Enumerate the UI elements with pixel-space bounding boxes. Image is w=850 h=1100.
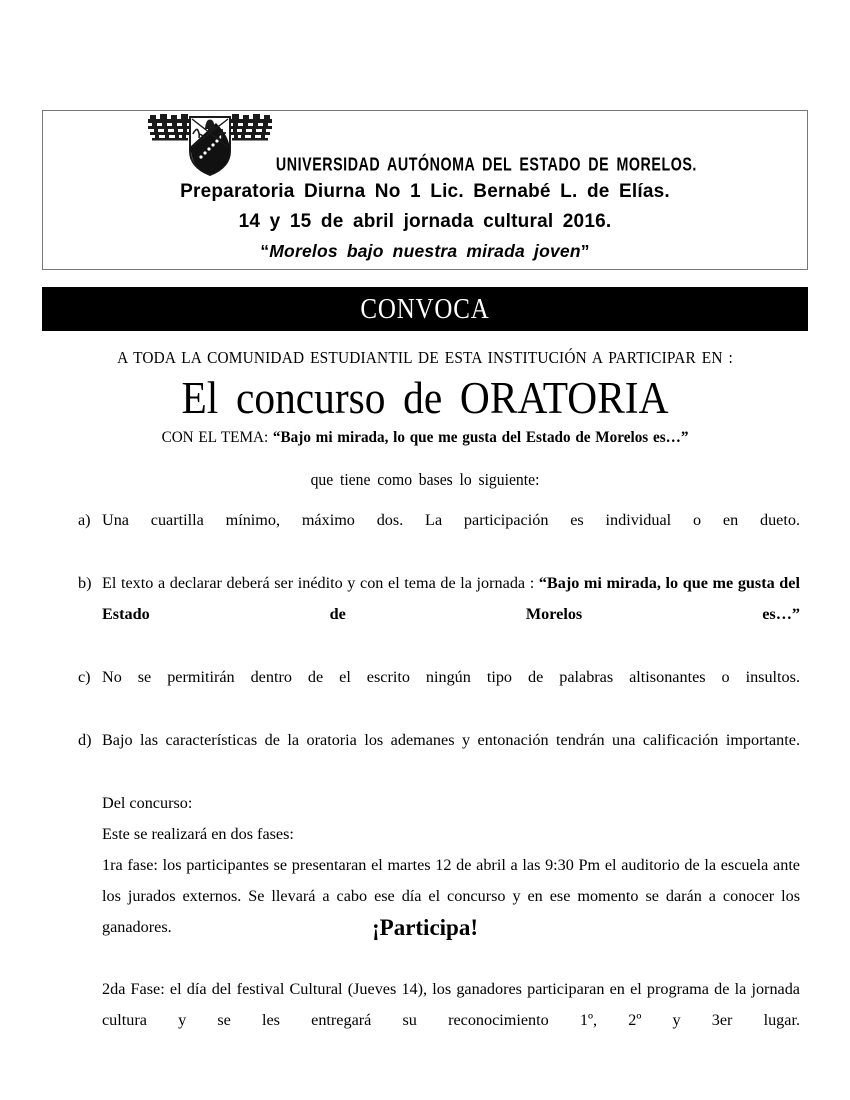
rule-item-a — [78, 505, 800, 567]
rule-marker-c: c) — [78, 668, 91, 686]
slogan-close-quote: ” — [580, 241, 590, 261]
rule-text-c: No se permitirán dentro de el escrito ningún tipo de palabras altisonantes o insultos. — [102, 668, 800, 686]
call-to-action: ¡Participa! — [371, 915, 478, 940]
contest-theme-line — [21, 429, 829, 447]
rule-text-b-lead: El texto a declarar deberá ser inédito y con el tema de la jornada : — [102, 574, 539, 592]
event-slogan — [43, 241, 807, 262]
phase-2-paragraph — [78, 974, 800, 1067]
event-dates: 14 y 15 de abril jornada cultural 2016. — [238, 211, 612, 232]
convoca-banner — [42, 287, 808, 331]
rule-item-d — [78, 725, 800, 787]
phases-intro — [78, 819, 800, 850]
phase-2-text: 2da Fase: el día del festival Cultural (Jueves 14), los ganadores participaran en el programa de la jornada cultura y se les entregará su reconocimiento 1º, 2º y 3er lugar. — [102, 980, 800, 1029]
slogan-open-quote: “ — [260, 241, 270, 261]
rule-text-d: Bajo las características de la oratoria los ademanes y entonación tendrán una calificación importante. — [102, 731, 800, 749]
rule-text-a: Una cuartilla mínimo, máximo dos. La participación es individual o en dueto. — [102, 511, 800, 529]
theme-lead-label: CON EL TEMA: — [161, 429, 273, 446]
contest-heading-text: Del concurso: — [102, 794, 193, 812]
phases-intro-text: Este se realizará en dos fases: — [102, 825, 294, 843]
rule-item-c — [78, 662, 800, 724]
institution-name: UNIVERSIDAD AUTÓNOMA DEL ESTADO DE MORELOS. — [275, 155, 697, 176]
rules-body — [78, 505, 800, 1067]
rule-marker-a: a) — [78, 511, 91, 529]
convoca-label: CONVOCA — [360, 293, 490, 325]
rule-marker-b: b) — [78, 574, 92, 592]
school-name: Preparatoria Diurna No 1 Lic. Bernabé L. de Elías. — [180, 181, 670, 202]
bases-intro-line: que tiene como bases lo siguiente: — [310, 470, 540, 489]
phase-1-text: 1ra fase: los participantes se presentaran el martes 12 de abril a las 9:30 Pm el auditorio de la escuela ante los jurados externos. Se llevará a cabo ese día el concurso y en ese momento se darán a conocer los ganadores. — [102, 856, 800, 936]
rule-text-b-theme: “Bajo mi mirada, lo que me gusta del Estado de Morelos es…” — [102, 574, 800, 623]
contest-title: El concurso de ORATORIA — [181, 373, 669, 423]
audience-line: A TODA LA COMUNIDAD ESTUDIANTIL DE ESTA INSTITUCIÓN A PARTICIPAR EN : — [117, 348, 733, 367]
header-box — [42, 110, 808, 270]
theme-quote-text: “Bajo mi mirada, lo que me gusta del Estado de Morelos es…” — [272, 429, 689, 446]
contest-heading — [78, 788, 800, 819]
slogan-text: Morelos bajo nuestra mirada joven — [269, 241, 581, 261]
rule-marker-d: d) — [78, 731, 92, 749]
rule-text-b — [102, 568, 800, 661]
rule-item-b — [78, 568, 800, 661]
phase-1-paragraph — [78, 850, 800, 974]
